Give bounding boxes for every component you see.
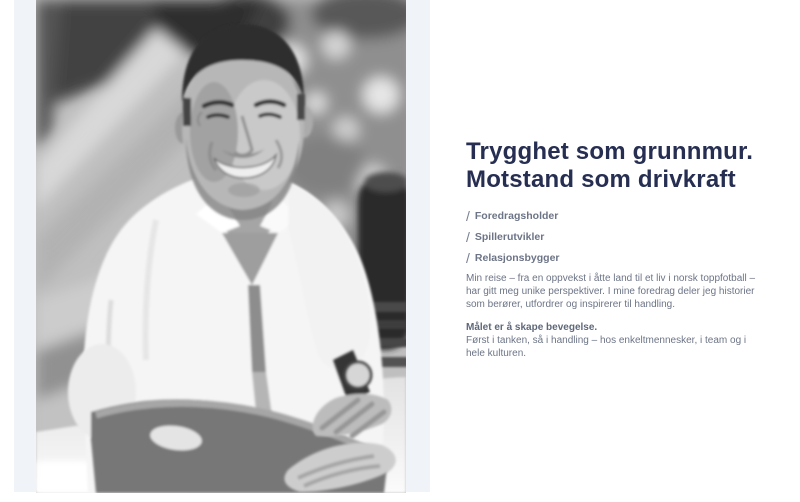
slash-icon: / xyxy=(466,250,470,266)
intro-paragraph: Min reise – fra en oppvekst i åtte land til et liv i norsk toppfotball – har gitt meg unike perspektiver. I mine foredrag deler jeg historier som berører, utfordrer og inspirerer til handling. xyxy=(466,273,756,310)
role-label: Relasjonsbygger xyxy=(474,252,560,264)
role-label: Spillerutvikler xyxy=(474,231,545,243)
portrait-illustration xyxy=(36,0,406,493)
role-item-relasjonsbygger xyxy=(466,251,766,265)
page-title-line1: Trygghet som grunnmur. xyxy=(466,138,754,165)
slash-icon: / xyxy=(466,229,470,245)
portrait-photo xyxy=(36,0,406,493)
role-label: Foredragsholder xyxy=(474,210,559,222)
page-title-line2: Motstand som drivkraft xyxy=(466,166,736,193)
role-list xyxy=(466,209,766,265)
goal-text: Først i tanken, så i handling – hos enkeltmennesker, i team og i hele kulturen. xyxy=(466,335,747,359)
hero-content xyxy=(466,138,766,360)
page-title xyxy=(466,138,766,194)
slash-icon: / xyxy=(466,208,470,224)
goal-paragraph xyxy=(466,321,764,360)
role-item-spillerutvikler xyxy=(466,230,766,244)
goal-highlight: Målet er å skape bevegelse. xyxy=(466,322,598,333)
role-item-foredragsholder xyxy=(466,209,766,223)
